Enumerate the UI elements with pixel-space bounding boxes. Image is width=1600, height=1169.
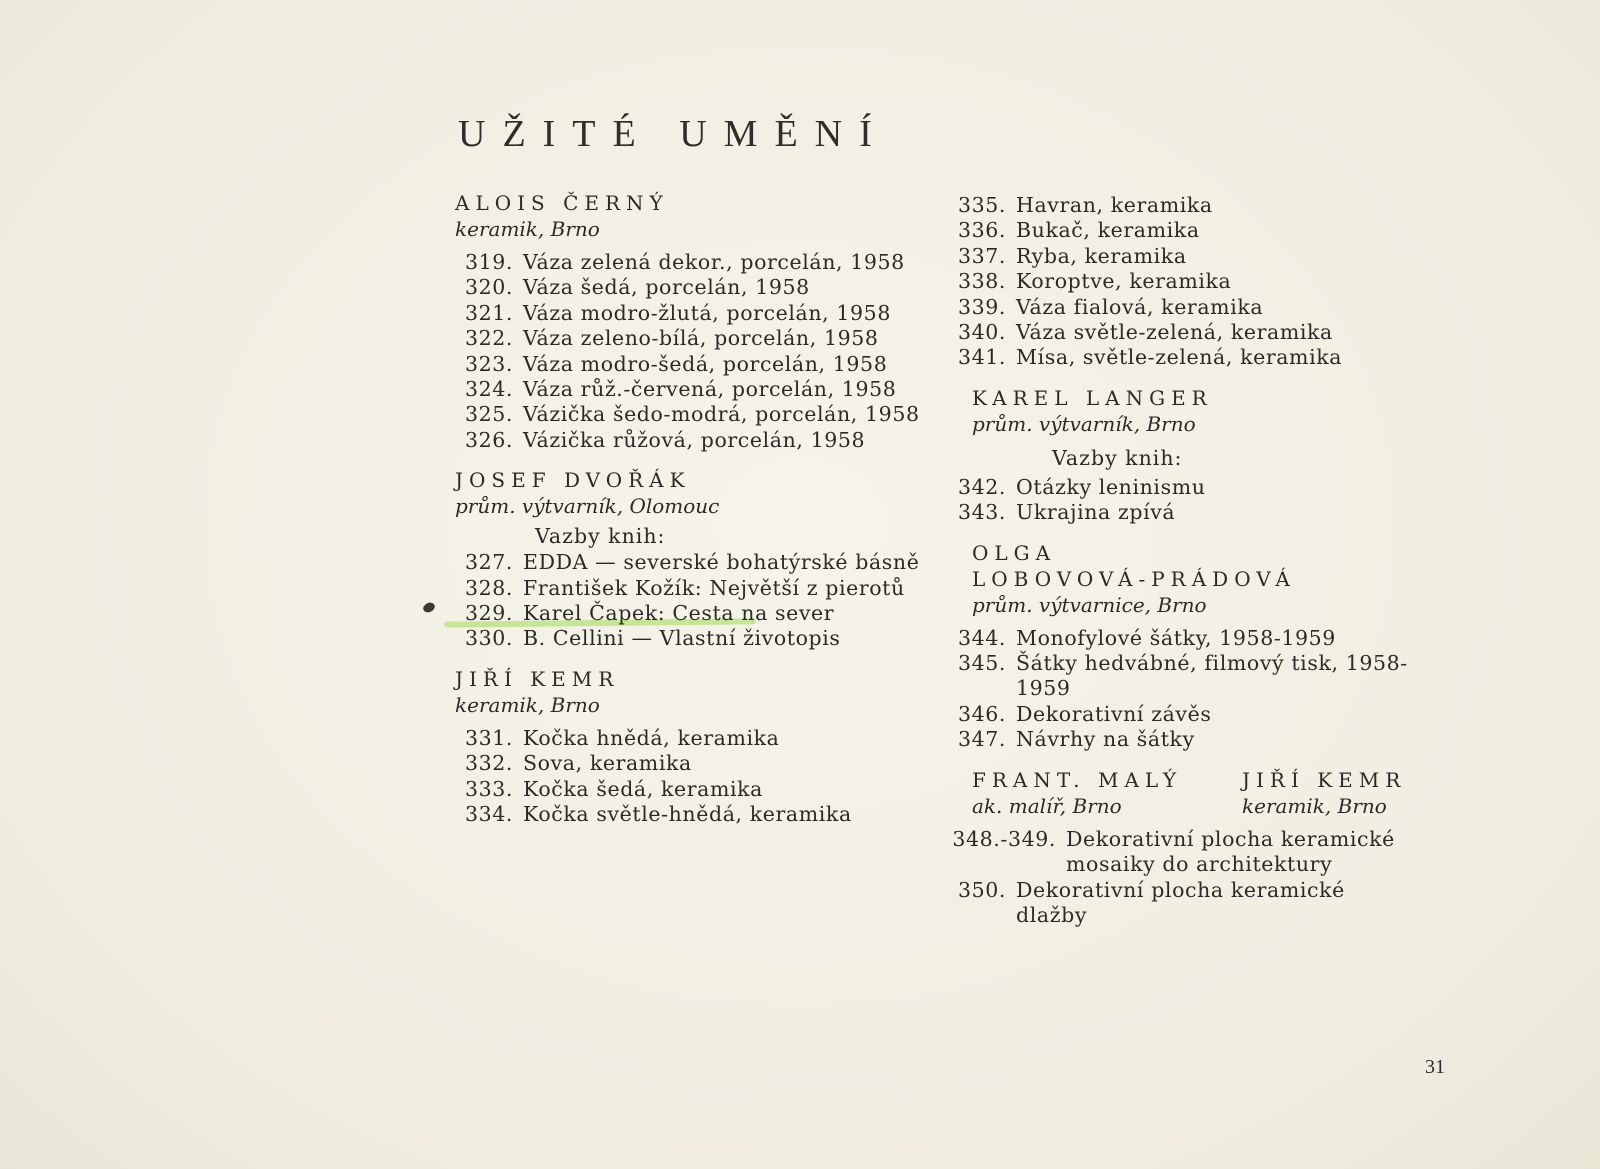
item-number: 346. <box>957 701 1006 726</box>
artist-role: keramik, Brno <box>455 692 600 717</box>
item-number: 329. <box>464 601 513 626</box>
catalog-item <box>948 269 1460 294</box>
item-number: 331. <box>464 725 513 750</box>
item-text: Dekorativní plocha keramické mosaiky do architektury <box>1066 826 1395 877</box>
catalog-item <box>455 326 925 351</box>
item-number: 347. <box>957 727 1006 752</box>
item-number: 339. <box>957 294 1006 319</box>
item-number: 324. <box>464 377 513 402</box>
spacer <box>990 526 1460 540</box>
item-number: 341. <box>957 345 1006 370</box>
item-text: Kočka šedá, keramika <box>523 776 763 801</box>
catalog-item <box>455 626 925 651</box>
item-number: 325. <box>464 402 513 427</box>
artist-section-lobovova <box>957 540 1460 753</box>
item-text: František Kožík: Největší z pierotů <box>523 575 905 600</box>
artist-role: keramik, Brno <box>455 217 600 241</box>
item-number: 326. <box>464 427 513 452</box>
catalog-item <box>455 550 925 575</box>
catalog-item <box>455 777 925 802</box>
item-text: Váza šedá, porcelán, 1958 <box>523 275 810 300</box>
item-text: EDDA — severské bohatýrské básně <box>523 550 920 575</box>
catalog-item <box>455 301 925 326</box>
page-title: UŽITÉ UMĚNÍ <box>458 113 889 155</box>
item-text: Monofylové šátky, 1958-1959 <box>1016 625 1336 650</box>
spacer <box>990 753 1460 767</box>
item-number: 335. <box>957 193 1006 217</box>
catalog-item <box>455 275 925 300</box>
item-text: Váza zelená dekor., porcelán, 1958 <box>523 250 905 274</box>
artist-name: JOSEF DVOŘÁK <box>455 468 691 493</box>
catalog-item <box>948 295 1460 320</box>
catalog-item <box>948 475 1460 500</box>
item-text: Otázky leninismu <box>1016 474 1206 499</box>
catalog-item <box>948 727 1460 752</box>
item-text: Šátky hedvábné, filmový tisk, 1958-1959 <box>1016 651 1408 701</box>
artist-section-maly-kemr <box>952 767 1460 929</box>
item-text: Váza modro-žlutá, porcelán, 1958 <box>523 300 891 325</box>
catalog-item <box>455 751 925 776</box>
artist-name: FRANT. MALÝ <box>972 767 1183 792</box>
item-number: 322. <box>464 326 513 351</box>
catalog-item <box>455 352 925 377</box>
item-text: Bukač, keramika <box>1016 218 1200 243</box>
category-subhead: Vazby knih: <box>535 524 666 549</box>
item-list <box>455 550 925 652</box>
item-text: Váza modro-šedá, porcelán, 1958 <box>523 351 888 376</box>
item-text: B. Cellini — Vlastní životopis <box>523 626 841 651</box>
item-number: 344. <box>957 625 1006 650</box>
spacer <box>455 453 925 467</box>
catalog-item <box>455 576 925 601</box>
item-list <box>948 827 1418 929</box>
item-list <box>948 475 1460 526</box>
item-text: Vázička růžová, porcelán, 1958 <box>523 427 866 452</box>
item-text: Sova, keramika <box>523 751 692 776</box>
item-number: 340. <box>957 320 1006 345</box>
right-column <box>952 193 1460 928</box>
item-text: Návrhy na šátky <box>1016 727 1195 752</box>
artist-pair <box>972 767 1460 827</box>
artist-name: KAREL LANGER <box>972 385 1213 410</box>
item-number: 330. <box>464 626 513 651</box>
catalog-item <box>455 601 925 626</box>
item-number: 319. <box>464 250 513 274</box>
item-text: Kočka hnědá, keramika <box>523 725 780 750</box>
item-number: 327. <box>464 550 513 575</box>
catalog-item <box>948 500 1460 525</box>
artist-section-kemr <box>455 666 925 828</box>
item-number: 345. <box>957 651 1006 676</box>
artist-name-line2: LOBOVOVÁ-PRÁDOVÁ <box>972 566 1296 591</box>
item-list <box>948 626 1460 753</box>
item-number: 323. <box>464 351 513 376</box>
catalog-item <box>948 193 1460 218</box>
catalog-item <box>948 218 1460 243</box>
item-text: Vázička šedo-modrá, porcelán, 1958 <box>523 402 920 427</box>
spacer <box>990 371 1460 385</box>
catalog-item <box>948 651 1460 702</box>
item-text: Váza růž.-červená, porcelán, 1958 <box>523 377 897 402</box>
artist-name: JIŘÍ KEMR <box>1242 767 1407 792</box>
item-number: 350. <box>957 877 1006 902</box>
item-text: Kočka světle-hnědá, keramika <box>523 802 852 827</box>
item-text: Dekorativní plocha keramické dlažby <box>1016 877 1345 927</box>
catalog-item <box>455 250 925 275</box>
item-text: Ryba, keramika <box>1016 243 1187 268</box>
item-text: Dekorativní závěs <box>1016 701 1212 726</box>
item-text: Váza zeleno-bílá, porcelán, 1958 <box>523 326 879 351</box>
item-number: 321. <box>464 300 513 325</box>
item-text: Havran, keramika <box>1016 193 1213 217</box>
item-text: Mísa, světle-zelená, keramika <box>1016 345 1343 370</box>
artist-section-langer <box>957 385 1460 526</box>
catalog-item <box>948 244 1460 269</box>
catalog-item <box>455 402 925 427</box>
item-list <box>455 726 925 828</box>
item-number: 333. <box>464 776 513 801</box>
item-number: 332. <box>464 751 513 776</box>
item-number: 343. <box>957 500 1006 525</box>
catalog-item <box>455 377 925 402</box>
item-number: 334. <box>464 802 513 827</box>
left-column <box>455 190 925 828</box>
item-text: Ukrajina zpívá <box>1016 500 1176 525</box>
category-subhead: Vazby knih: <box>1052 445 1183 470</box>
item-text: Váza fialová, keramika <box>1016 294 1264 319</box>
item-number: 336. <box>957 218 1006 243</box>
item-number: 328. <box>464 575 513 600</box>
catalog-item <box>948 345 1460 370</box>
item-list-continued <box>948 193 1460 371</box>
artist-section-dvorak <box>455 467 925 652</box>
item-number: 342. <box>957 474 1006 499</box>
artist-role: keramik, Brno <box>1242 793 1387 818</box>
spacer <box>455 652 925 666</box>
catalog-item <box>455 802 925 827</box>
ink-dot-mark <box>422 601 437 614</box>
item-number: 338. <box>957 269 1006 294</box>
item-number: 337. <box>957 243 1006 268</box>
catalog-item <box>455 428 925 453</box>
artist-role: prům. výtvarník, Olomouc <box>455 494 720 519</box>
item-list <box>455 250 925 453</box>
catalog-item <box>948 702 1460 727</box>
catalog-item <box>948 878 1418 929</box>
item-text: Váza světle-zelená, keramika <box>1016 320 1333 345</box>
artist-role: ak. malíř, Brno <box>972 793 1122 818</box>
catalog-item <box>948 626 1460 651</box>
item-text: Karel Čapek: Cesta na sever <box>523 601 835 626</box>
page-number: 31 <box>1425 1056 1445 1078</box>
artist-name: ALOIS ČERNÝ <box>455 191 669 215</box>
artist-name-line1: OLGA <box>972 540 1057 565</box>
catalog-item <box>455 726 925 751</box>
artist-role: prům. výtvarník, Brno <box>972 411 1196 436</box>
artist-section-cerny <box>455 190 925 453</box>
artist-name: JIŘÍ KEMR <box>455 666 620 691</box>
artist-role: prům. výtvarnice, Brno <box>972 592 1207 617</box>
item-number: 348.-349. <box>952 826 1056 851</box>
item-number: 320. <box>464 275 513 300</box>
item-text: Koroptve, keramika <box>1016 269 1232 294</box>
catalog-item <box>948 320 1460 345</box>
catalog-item <box>948 827 1418 878</box>
